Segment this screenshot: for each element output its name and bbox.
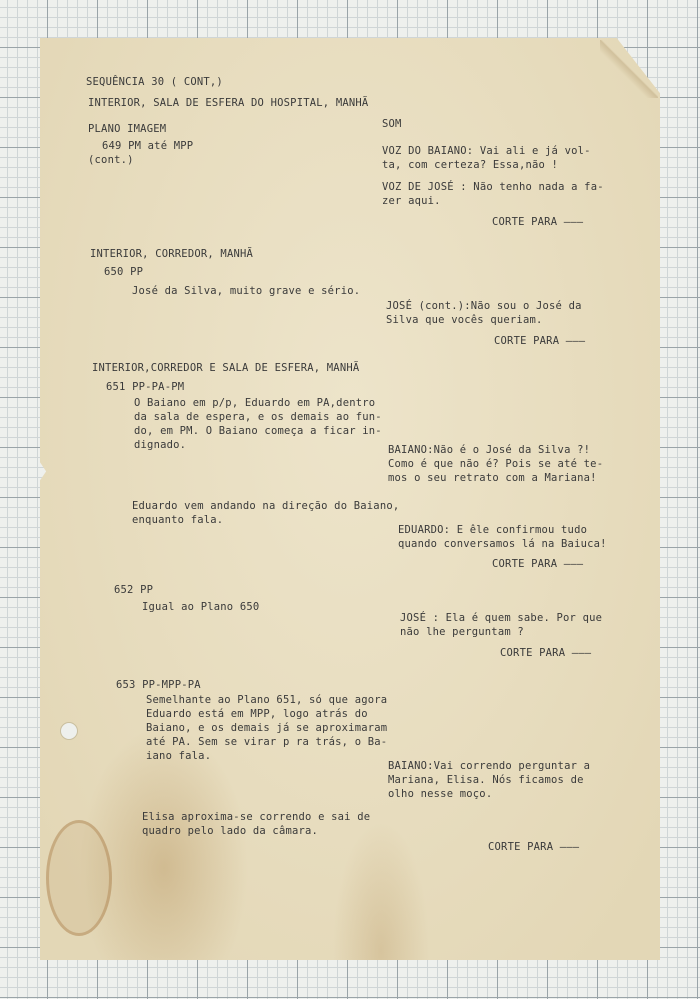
action-line: do, em PM. O Baiano começa a ficar in- [134,425,382,437]
shot-number: 650 PP [104,266,144,278]
water-stain [46,820,112,936]
action-line: Eduardo está em MPP, logo atrás do [146,708,368,720]
dialogue-line: BAIANO:Vai correndo perguntar a [388,760,591,772]
page-corner-fold [600,40,658,98]
action-line: até PA. Sem se virar p ra trás, o Ba- [146,736,388,748]
transition-cut: CORTE PARA ——— [500,647,592,659]
dialogue-line: Mariana, Elisa. Nós ficamos de [388,774,584,786]
shot-number: 652 PP [114,584,154,596]
action-line: dignado. [134,439,187,451]
action-line: Baiano, e os demais já se aproximaram [146,722,388,734]
dialogue-line: JOSÉ (cont.):Não sou o José da [386,300,582,312]
shot-number: 649 PM até MPP [102,140,194,152]
dialogue-line: VOZ DE JOSÉ : Não tenho nada a fa- [382,181,604,193]
dialogue-line: zer aqui. [382,195,441,207]
dialogue-line: VOZ DO BAIANO: Vai ali e já vol- [382,145,591,157]
action-line: Semelhante ao Plano 651, só que agora [146,694,388,706]
sequence-heading: SEQUÊNCIA 30 ( CONT,) [86,76,223,88]
dialogue-line: EDUARDO: E êle confirmou tudo [398,524,588,536]
dialogue-line: mos o seu retrato com a Mariana! [388,472,597,484]
action-line: Igual ao Plano 650 [142,601,260,613]
action-line: iano fala. [146,750,212,762]
dialogue-line: Como é que não é? Pois se até te- [388,458,604,470]
dialogue-line: não lhe perguntam ? [400,626,524,638]
dialogue-line: Silva que vocês queriam. [386,314,543,326]
action-line: José da Silva, muito grave e sério. [132,285,361,297]
shot-continued: (cont.) [88,154,134,166]
action-line: enquanto fala. [132,514,224,526]
column-header-sound: SOM [382,118,402,130]
dialogue-line: JOSÉ : Ela é quem sabe. Por que [400,612,603,624]
dialogue-line: BAIANO:Não é o José da Silva ?! [388,444,591,456]
action-line: Elisa aproxima-se correndo e sai de [142,811,371,823]
shot-number: 653 PP-MPP-PA [116,679,201,691]
transition-cut: CORTE PARA ——— [492,558,584,570]
action-line: O Baiano em p/p, Eduardo em PA,dentro [134,397,376,409]
action-line: Eduardo vem andando na direção do Baiano, [132,500,400,512]
dialogue-line: quando conversamos lá na Baiuca! [398,538,607,550]
scene-location: INTERIOR,CORREDOR E SALA DE ESFERA, MANHÃ [92,362,360,374]
transition-cut: CORTE PARA ——— [488,841,580,853]
dialogue-line: ta, com certeza? Essa,não ! [382,159,559,171]
scene-location: INTERIOR, CORREDOR, MANHÃ [90,248,254,260]
dialogue-line: olho nesse moço. [388,788,493,800]
scene-location: INTERIOR, SALA DE ESFERA DO HOSPITAL, MANHÃ [88,97,369,109]
action-line: quadro pelo lado da câmara. [142,825,319,837]
column-header-image: PLANO IMAGEM [88,123,167,135]
transition-cut: CORTE PARA ——— [494,335,586,347]
punch-hole [60,722,78,740]
shot-number: 651 PP-PA-PM [106,381,185,393]
action-line: da sala de espera, e os demais ao fun- [134,411,382,423]
transition-cut: CORTE PARA ——— [492,216,584,228]
